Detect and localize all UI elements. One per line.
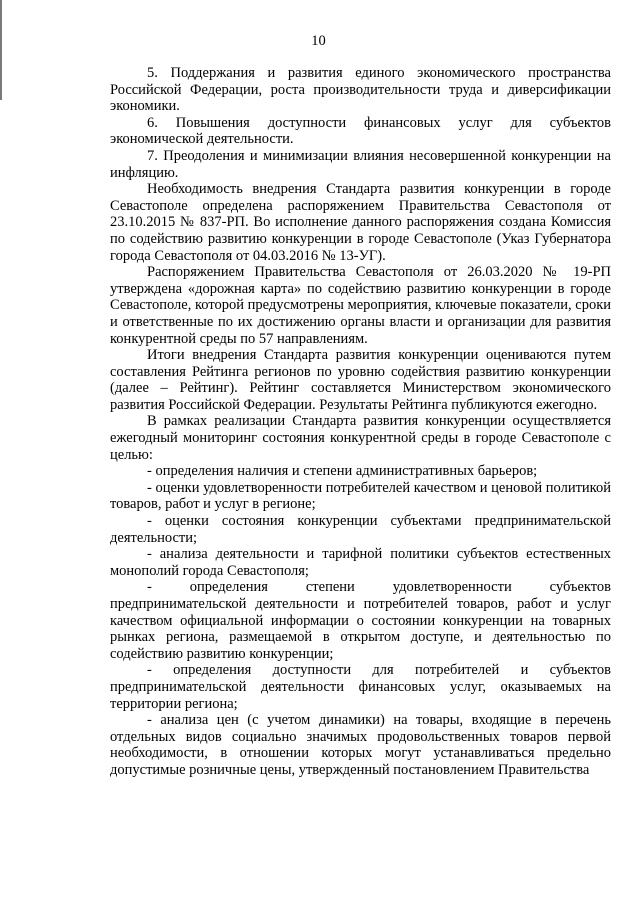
paragraph-monitoring-intro: В рамках реализации Стандарта развития конкуренции осуществляется ежегодный мониторинг состояния конкурентной среды в городе Севастополе с целью: xyxy=(110,413,611,463)
list-item-monopolies: - анализа деятельности и тарифной политики субъектов естественных монополий города Севастополя; xyxy=(110,546,611,579)
list-item-info-quality: - определения степени удовлетворенности субъектов предпринимательской деятельности и потребителей товаров, работ и услуг качеством официальной информации о состоянии конкуренции на товарных рынках региона, размещаемой в открытом доступе, и деятельностью по содействию развитию конкуренции; xyxy=(110,579,611,662)
list-item-financial-services: - определения доступности для потребителей и субъектов предпринимательской деятельности финансовых услуг, оказываемых на территории региона; xyxy=(110,662,611,712)
list-item-admin-barriers: - определения наличия и степени административных барьеров; xyxy=(147,463,538,480)
paragraph-item-6: 6. Повышения доступности финансовых услуг для субъектов экономической деятельности. xyxy=(110,114,611,148)
page-number: 10 xyxy=(311,33,326,49)
list-item-competition-state: - оценки состояния конкуренции субъектами предпринимательской деятельности; xyxy=(110,513,611,546)
paragraph-road-map: Распоряжением Правительства Севастополя от 26.03.2020 № 19-РП утверждена «дорожная карта» по содействию развитию конкуренции в городе Севастополе, которой предусмотрены мероприятия, ключевые показатели, сроки и ответственные по их достижению органы власти и организации для развития конкурентной среды по 57 направлениям. xyxy=(110,264,611,347)
list-item-price-analysis: - анализа цен (с учетом динамики) на товары, входящие в перечень отдельных видов социально значимых продовольственных товаров первой необходимости, в отношении которых могут устанавливаться предельно допустимые розничные цены, утвержденный постановлением Правительства xyxy=(110,712,611,778)
paragraph-item-5: 5. Поддержания и развития единого экономического пространства Российской Федерации, роста производительности труда и диверсификации экономики. xyxy=(110,65,611,115)
paragraph-standard-necessity: Необходимость внедрения Стандарта развития конкуренции в городе Севастополе определена распоряжением Правительства Севастополя от 23.10.2015 № 837-РП. Во исполнение данного распоряжения создана Комиссия по содействию развитию конкуренции в городе Севастополе (Указ Губернатора города Севастополя от 04.03.2016 № 13-УГ). xyxy=(110,181,611,264)
paragraph-rating: Итоги внедрения Стандарта развития конкуренции оцениваются путем составления Рейтинга регионов по уровню содействия развитию конкуренции (далее – Рейтинг). Рейтинг составляется Министерством экономического развития Российской Федерации. Результаты Рейтинга публикуются ежегодно. xyxy=(110,347,611,413)
scan-edge-line xyxy=(0,0,2,100)
document-body xyxy=(110,65,611,779)
list-item-consumer-satisfaction: - оценки удовлетворенности потребителей качеством и ценовой политикой товаров, работ и услуг в регионе; xyxy=(110,479,611,513)
paragraph-item-7: 7. Преодоления и минимизации влияния несовершенной конкуренции на инфляцию. xyxy=(110,147,611,181)
